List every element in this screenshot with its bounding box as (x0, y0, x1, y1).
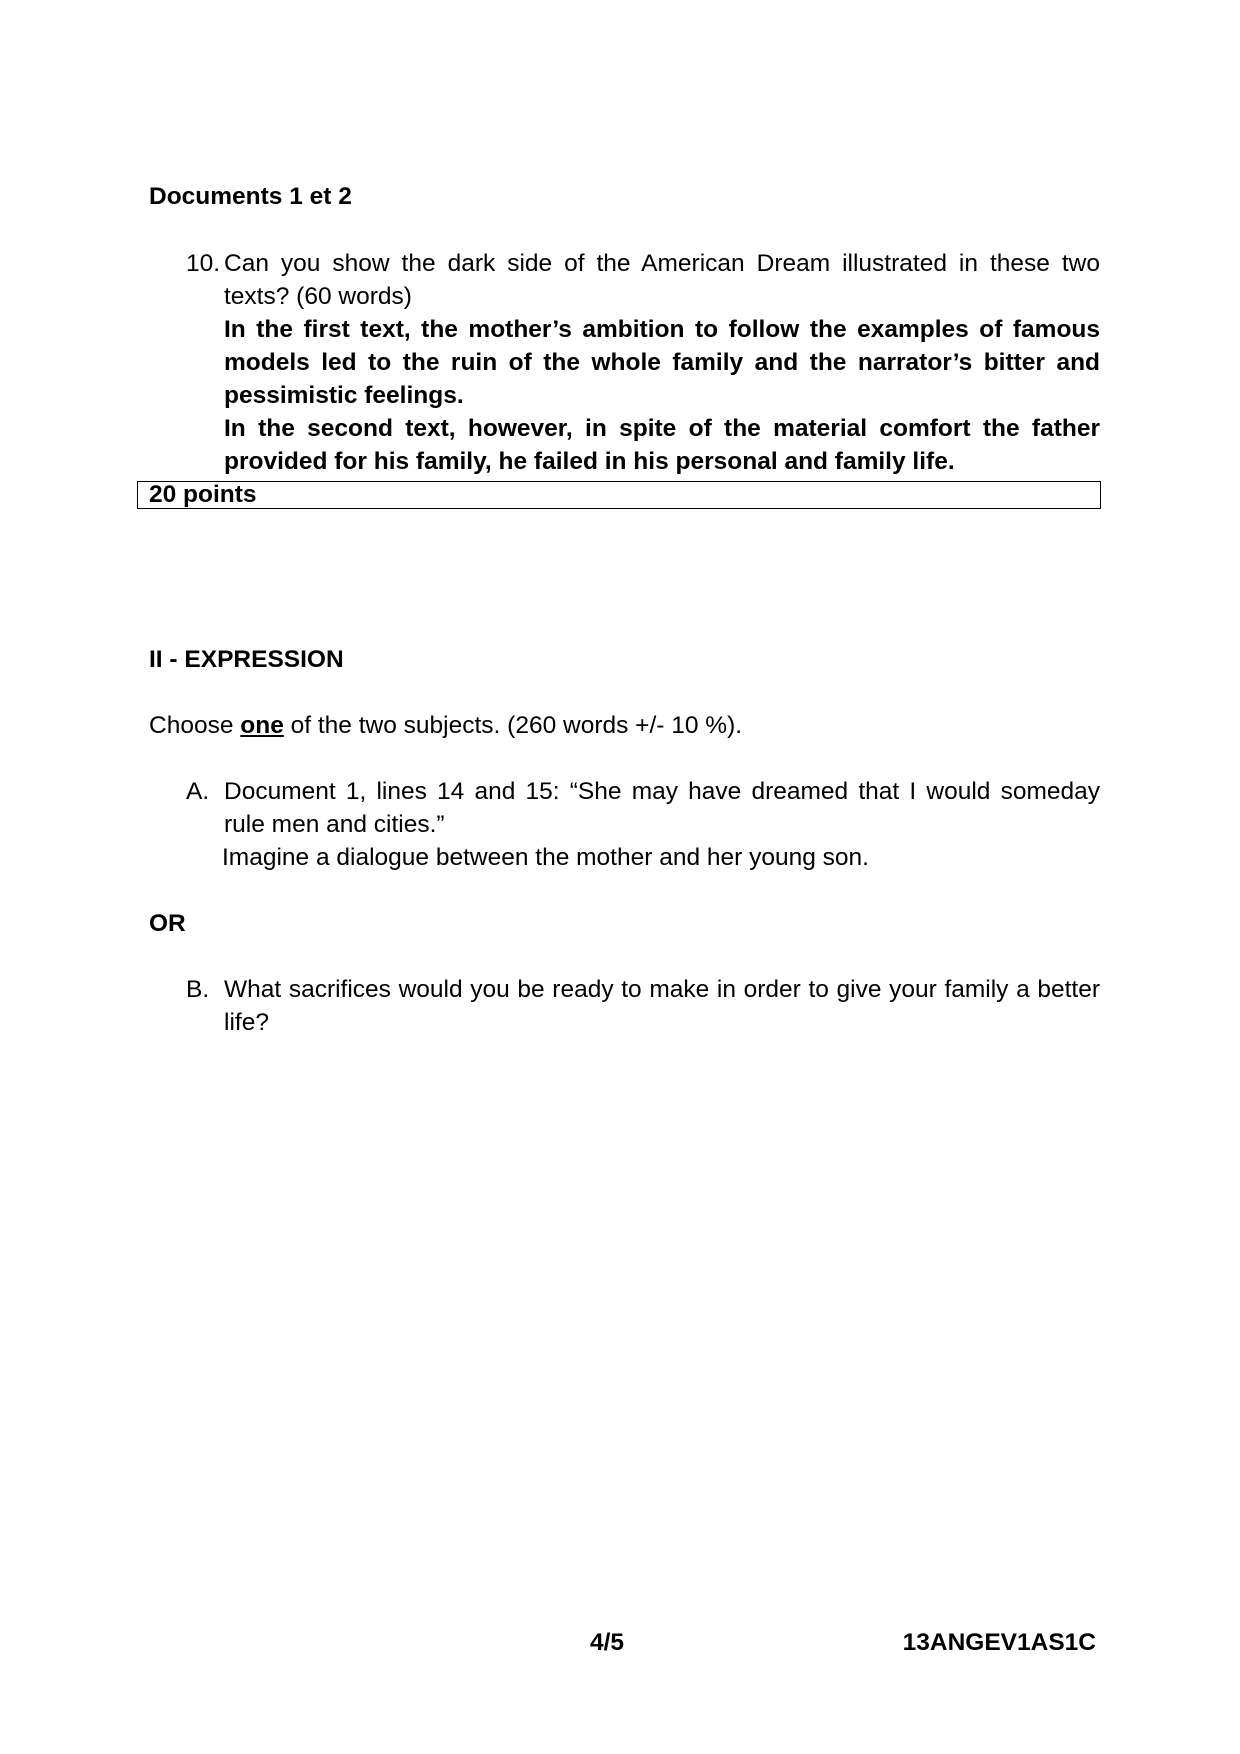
or-label: OR (149, 910, 186, 937)
section-heading-documents: Documents 1 et 2 (149, 183, 352, 210)
subject-a-letter: A. (186, 778, 210, 805)
points-box (137, 481, 1101, 509)
question-text: Can you show the dark side of the American Dream illustrated in these two texts? (60 words) (224, 250, 1100, 310)
document-code: 13ANGEV1AS1C (902, 1629, 1096, 1656)
instruction-emphasis: one (240, 712, 284, 739)
subject-b (186, 973, 1100, 1039)
instruction-end: of the two subjects. (260 words +/- 10 %). (283, 712, 743, 739)
section-heading-expression: II - EXPRESSION (149, 646, 344, 673)
subject-b-text: What sacrifices would you be ready to make in order to give your family a better life? (224, 976, 1100, 1036)
instruction-start: Choose (149, 712, 241, 739)
question-10 (186, 247, 1100, 478)
answer-paragraph-1: In the first text, the mother’s ambition to follow the examples of famous models led to the ruin of the whole family and the narrator’s bitter and pessimistic feelings. (224, 316, 1100, 409)
page-number: 4/5 (590, 1629, 625, 1656)
subject-a (186, 775, 1100, 874)
question-prompt (186, 247, 1100, 313)
points-label: 20 points (149, 481, 257, 508)
subject-a-text: Document 1, lines 14 and 15: “She may have dreamed that I would someday rule men and cities.” (224, 778, 1100, 838)
subject-b-letter: B. (186, 976, 210, 1003)
subject-a-instruction: Imagine a dialogue between the mother and her young son. (222, 844, 869, 871)
subject-a-prompt (186, 775, 1100, 841)
question-number: 10. (186, 250, 221, 277)
expression-instruction (149, 709, 1100, 742)
answer-paragraph-2: In the second text, however, in spite of the material comfort the father provided for his family, he failed in his personal and family life. (224, 415, 1100, 475)
subject-b-prompt (186, 973, 1100, 1039)
